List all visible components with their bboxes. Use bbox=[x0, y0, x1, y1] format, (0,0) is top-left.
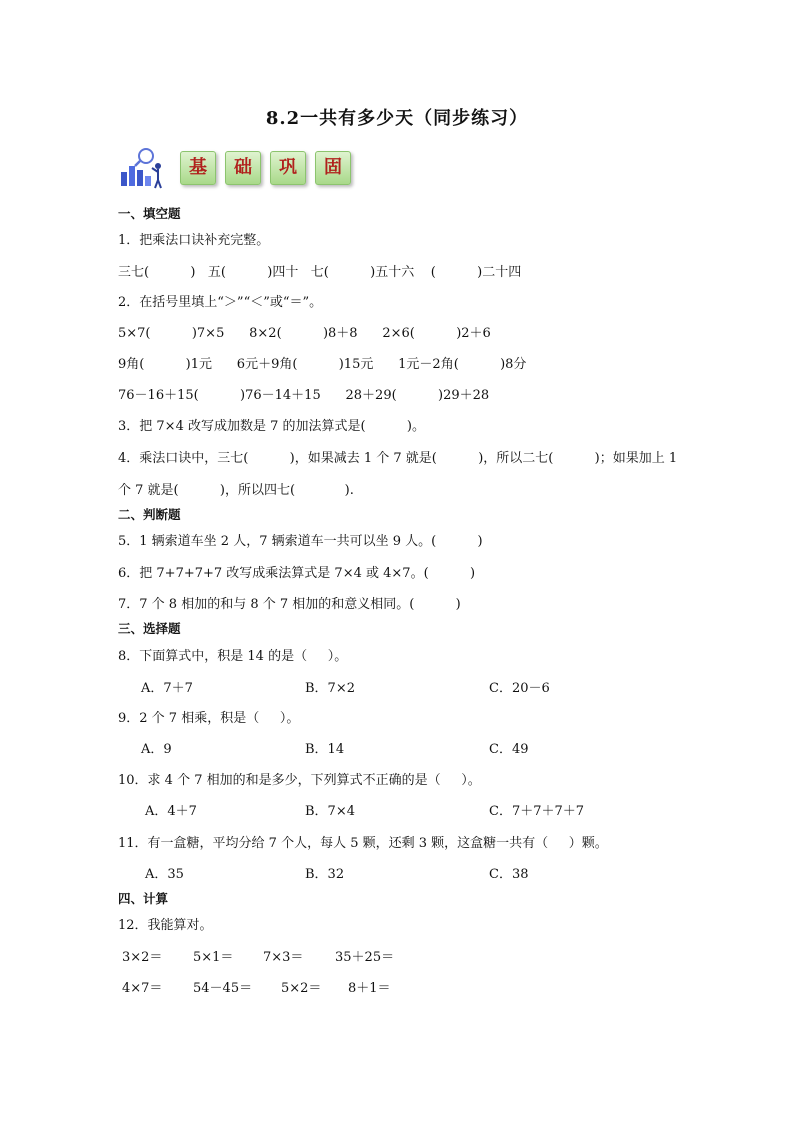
question-2-line-2: 9角( )1元 6元＋9角( )15元 1元－2角( )8分 bbox=[118, 357, 527, 372]
option-c: C．49 bbox=[489, 742, 529, 757]
question-2: 2．在括号里填上“＞”“＜”或“＝”。 bbox=[118, 295, 323, 310]
option-b: B．7×2 bbox=[305, 681, 355, 696]
banner-char-3: 巩 bbox=[270, 151, 306, 185]
question-8: 8．下面算式中，积是 14 的是（ ）。 bbox=[118, 649, 348, 664]
option-a: A．7＋7 bbox=[141, 681, 193, 696]
question-4-line-1: 4．乘法口诀中，三七( )，如果减去 1 个 7 就是( )，所以二七( )；如果加上 1 bbox=[118, 451, 678, 466]
banner-char-4: 固 bbox=[315, 151, 351, 185]
section-fill-blank: 一、填空题 bbox=[118, 206, 181, 221]
page-title: 8.2一共有多少天（同步练习） bbox=[265, 108, 529, 129]
option-c: C．38 bbox=[489, 867, 529, 882]
question-10: 10．求 4 个 7 相加的和是多少，下列算式不正确的是（ ）。 bbox=[118, 773, 481, 788]
calc-item: 54－45＝ bbox=[193, 981, 253, 996]
calc-item: 7×3＝ bbox=[263, 950, 304, 965]
question-1-line: 三七( ) 五( )四十 七( )五十六 ( )二十四 bbox=[118, 265, 522, 280]
option-a: A．4＋7 bbox=[145, 804, 197, 819]
option-c: C．20－6 bbox=[489, 681, 550, 696]
option-b: B．7×4 bbox=[305, 804, 355, 819]
calc-item: 3×2＝ bbox=[122, 950, 163, 965]
chart-figure-icon bbox=[118, 146, 168, 190]
section-banner bbox=[118, 146, 368, 190]
option-b: B．14 bbox=[305, 742, 345, 757]
question-9: 9．2 个 7 相乘，积是（ ）。 bbox=[118, 711, 300, 726]
question-7: 7．7 个 8 相加的和与 8 个 7 相加的和意义相同。( ) bbox=[118, 597, 461, 612]
question-11: 11．有一盒糖，平均分给 7 个人，每人 5 颗，还剩 3 颗，这盒糖一共有（ ）颗。 bbox=[118, 836, 608, 851]
question-1: 1．把乘法口诀补充完整。 bbox=[118, 233, 270, 248]
calc-item: 5×2＝ bbox=[281, 981, 322, 996]
question-5: 5．1 辆索道车坐 2 人，7 辆索道车一共可以坐 9 人。( ) bbox=[118, 534, 483, 549]
section-choice: 三、选择题 bbox=[118, 621, 181, 636]
option-b: B．32 bbox=[305, 867, 345, 882]
question-6: 6．把 7+7+7+7 改写成乘法算式是 7×4 或 4×7。( ) bbox=[118, 566, 476, 581]
banner-char-2: 础 bbox=[225, 151, 261, 185]
option-a: A．35 bbox=[145, 867, 184, 882]
banner-char-1: 基 bbox=[180, 151, 216, 185]
calc-item: 4×7＝ bbox=[122, 981, 163, 996]
question-4-line-2: 个 7 就是( )，所以四七( ). bbox=[118, 483, 354, 498]
option-a: A．9 bbox=[141, 742, 172, 757]
calc-item: 35＋25＝ bbox=[335, 950, 395, 965]
question-2-line-1: 5×7( )7×5 8×2( )8＋8 2×6( )2＋6 bbox=[118, 326, 491, 341]
question-3: 3．把 7×4 改写成加数是 7 的加法算式是( )。 bbox=[118, 419, 425, 434]
calc-item: 5×1＝ bbox=[193, 950, 234, 965]
question-2-line-3: 76－16＋15( )76－14＋15 28＋29( )29＋28 bbox=[118, 388, 490, 403]
section-judge: 二、判断题 bbox=[118, 507, 181, 522]
section-calc: 四、计算 bbox=[118, 891, 169, 906]
calc-item: 8＋1＝ bbox=[348, 981, 391, 996]
question-12: 12．我能算对。 bbox=[118, 918, 213, 933]
option-c: C．7＋7＋7＋7 bbox=[489, 804, 585, 819]
